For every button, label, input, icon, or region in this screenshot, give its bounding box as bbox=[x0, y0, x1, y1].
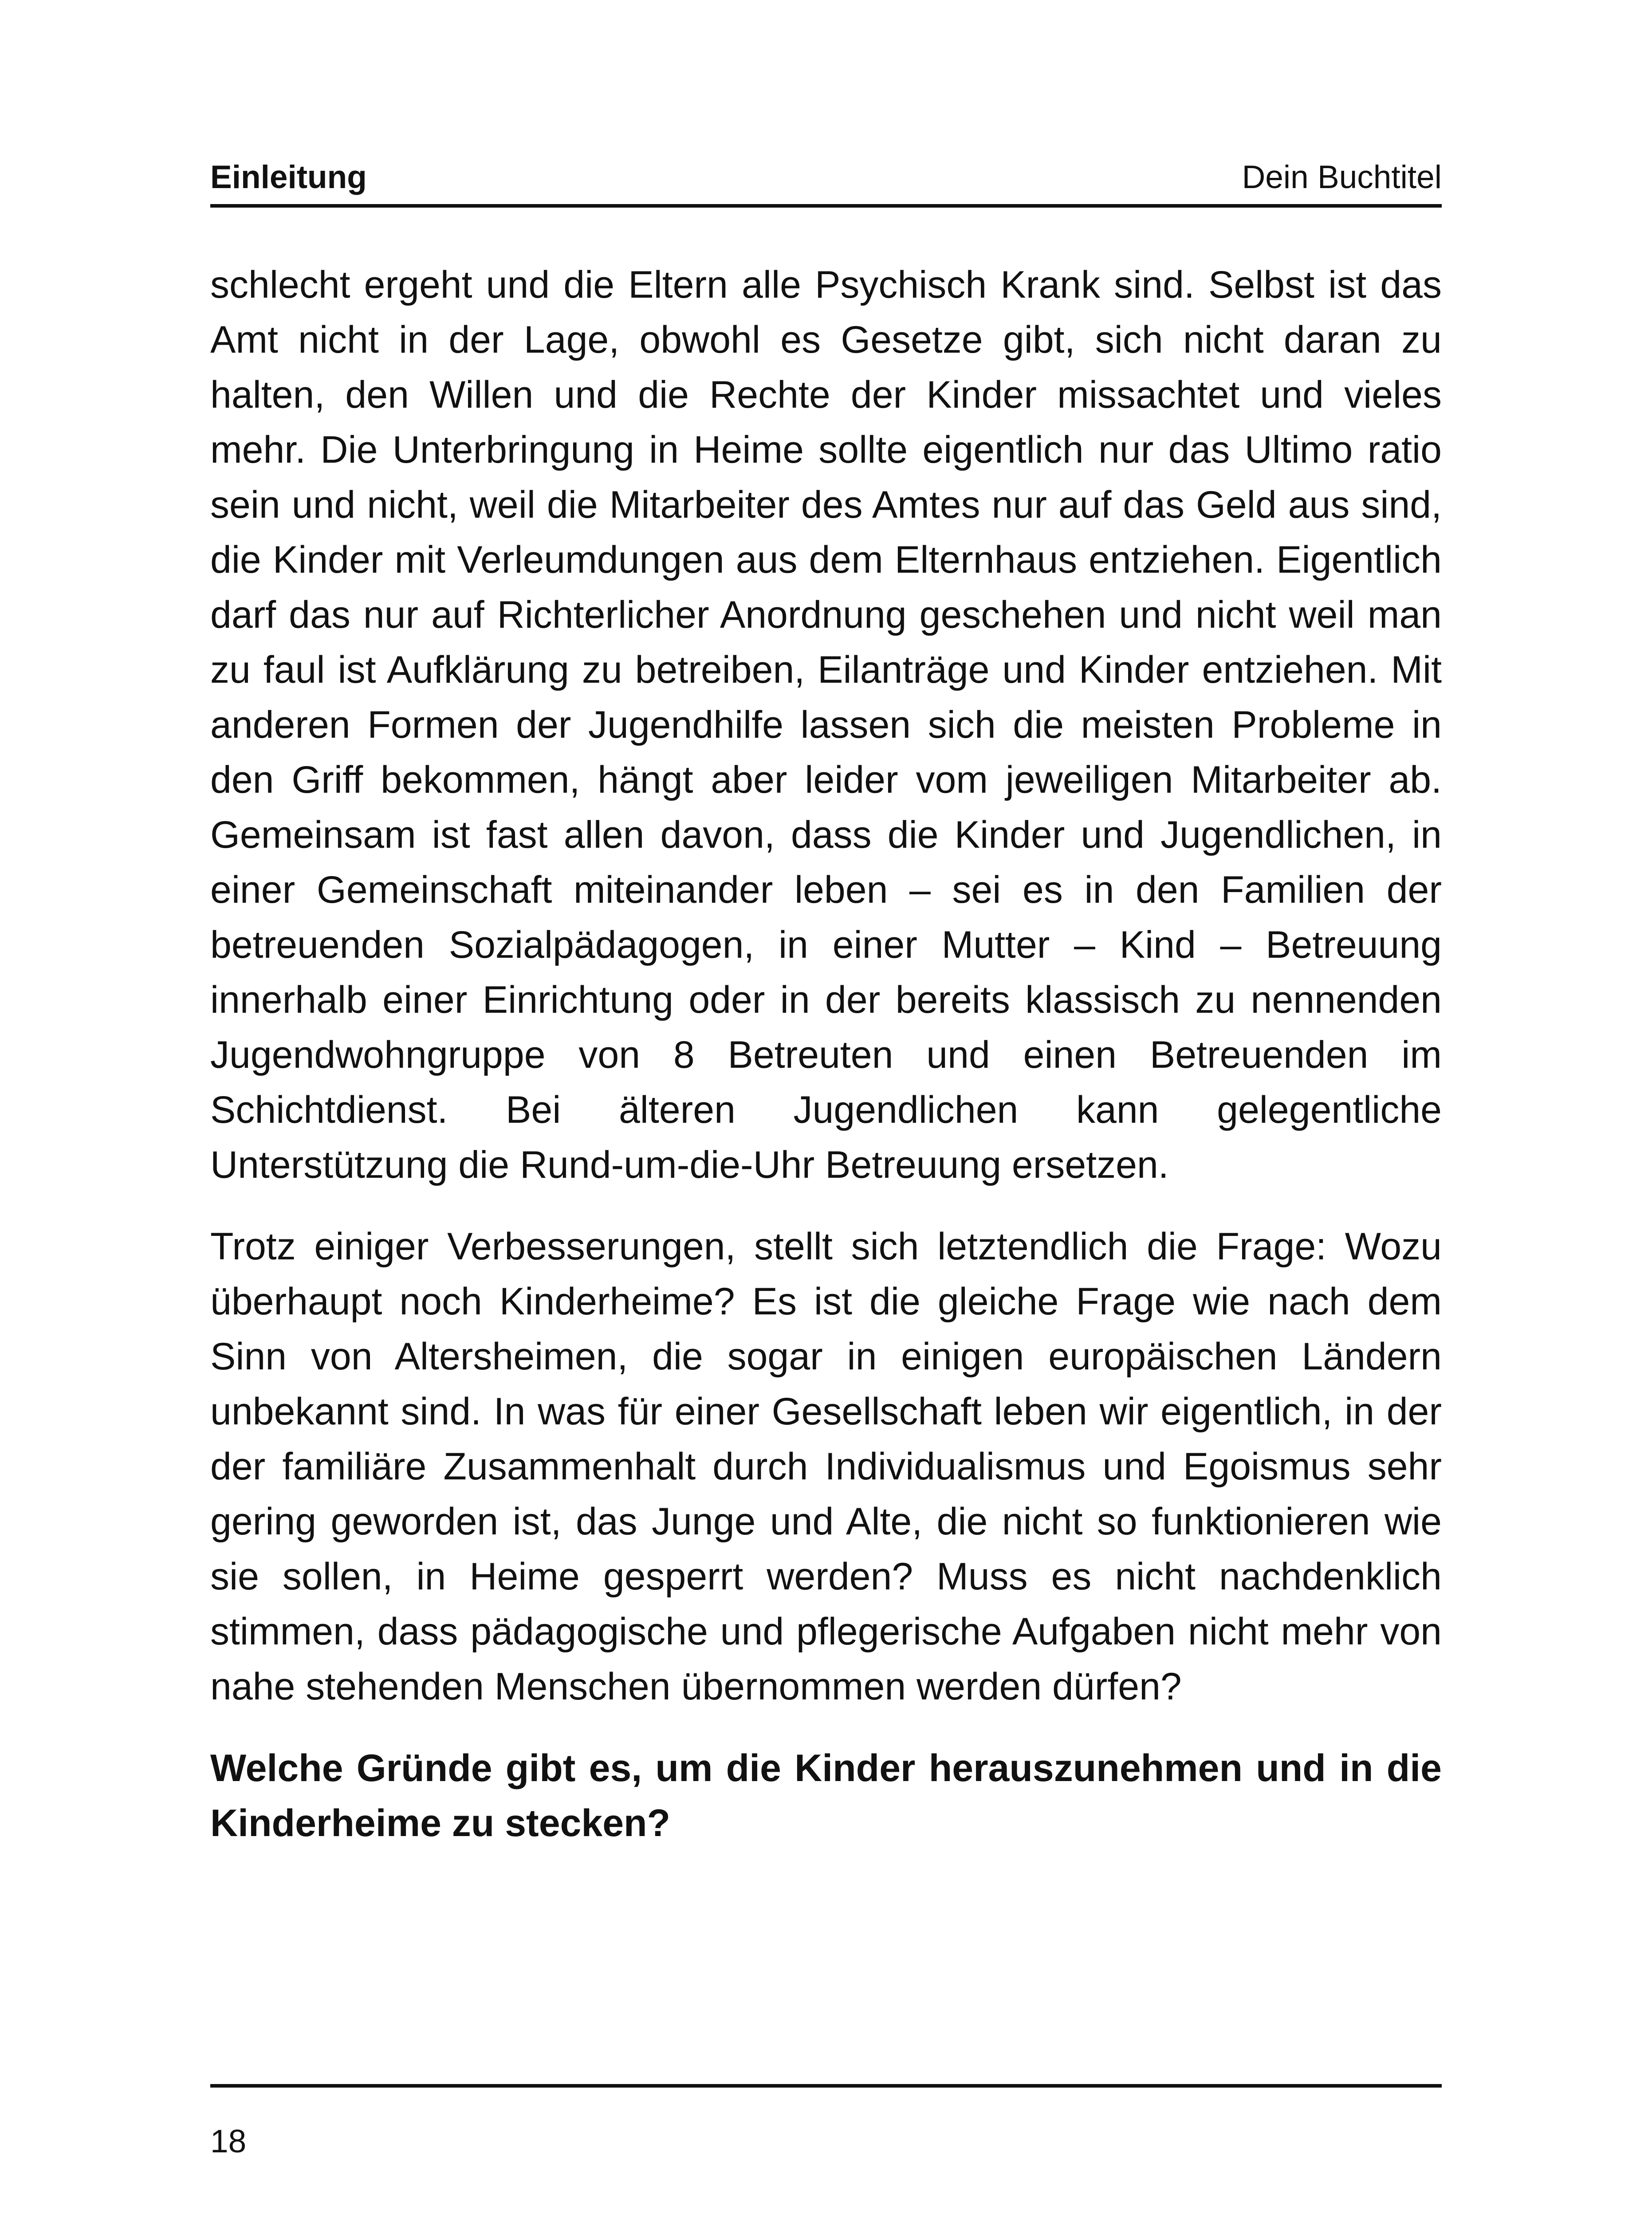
book-title: Dein Buchtitel bbox=[1242, 159, 1442, 195]
running-header bbox=[210, 153, 1442, 202]
body-paragraph: schlecht ergeht und die Eltern alle Psychisch Krank sind. Selbst ist das Amt nicht in der Lage, obwohl es Gesetze gibt, sich nicht daran zu halten, den Willen und die Rechte der Kinder missachtet und vieles mehr. Die Unterbringung in Heime sollte eigentlich nur das Ultimo ratio sein und nicht, weil die Mitarbeiter des Amtes nur auf das Geld aus sind, die Kinder mit Verleumdungen aus dem Elternhaus entziehen. Eigentlich darf das nur auf Richterlicher Anordnung geschehen und nicht weil man zu faul ist Aufklärung zu betreiben, Eilanträge und Kinder entziehen. Mit anderen Formen der Jugendhilfe lassen sich die meisten Probleme in den Griff bekommen, hängt aber leider vom jeweiligen Mitarbeiter ab. Gemeinsam ist fast allen davon, dass die Kinder und Jugendlichen, in einer Gemeinschaft miteinander leben – sei es in den Familien der betreuenden Sozialpädagogen, in einer Mutter – Kind – Betreuung innerhalb einer Einrichtung oder in der bereits klassisch zu nennenden Jugendwohngruppe von 8 Betreuten und einen Betreuenden im Schichtdienst. Bei älteren Jugendlichen kann gelegentliche Unterstützung die Rund-um-die-Uhr Betreuung ersetzen. bbox=[210, 263, 1442, 1186]
body-paragraph: Trotz einiger Verbesserungen, stellt sich letztendlich die Frage: Wozu überhaupt noch Kinderheime? Es ist die gleiche Frage wie nach dem Sinn von Altersheimen, die sogar in einigen europäischen Ländern unbekannt sind. In was für einer Gesellschaft leben wir eigentlich, in der der familiäre Zusammenhalt durch Individualismus und Egoismus sehr gering geworden ist, das Junge und Alte, die nicht so funktionieren wie sie sollen, in Heime gesperrt werden? Muss es nicht nachdenklich stimmen, dass pädagogische und pflegerische Aufgaben nicht mehr von nahe stehenden Menschen übernommen werden dürfen? bbox=[210, 1225, 1442, 1708]
section-question-heading: Welche Gründe gibt es, um die Kinder herauszunehmen und in die Kinderheime zu stecken? bbox=[210, 1747, 1442, 1844]
footer-divider bbox=[210, 2084, 1442, 2088]
page-number: 18 bbox=[210, 2124, 247, 2159]
chapter-title: Einleitung bbox=[210, 159, 367, 195]
page-body bbox=[210, 257, 1442, 1877]
header-divider bbox=[210, 204, 1442, 208]
